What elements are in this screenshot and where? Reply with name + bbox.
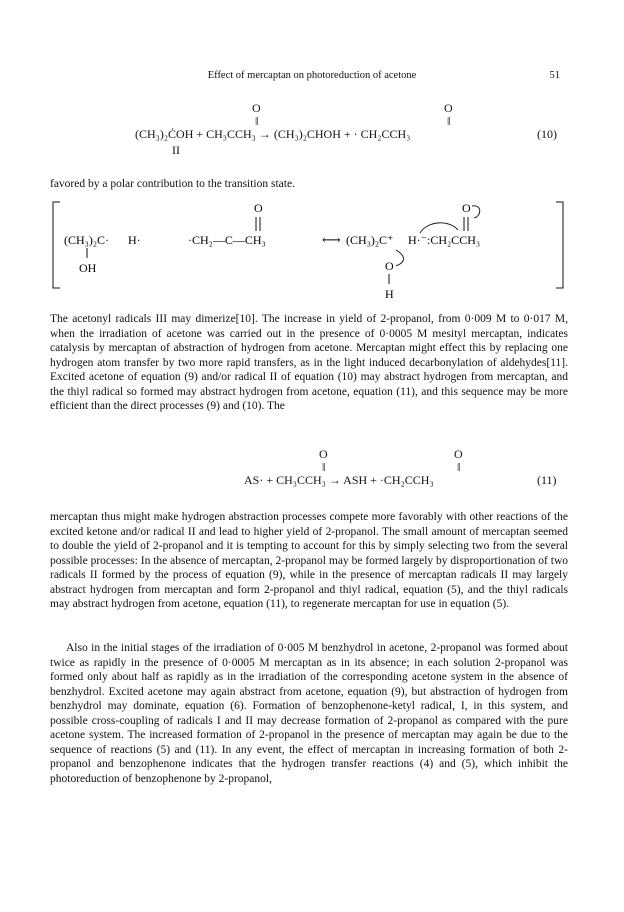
scheme-right-oxygen-top: O [462, 201, 471, 215]
eq10-oxygen-left: O [252, 101, 261, 115]
scheme-left-oh: OH [79, 261, 97, 275]
scheme-right-cation: (CH₃)₂C⁺ [346, 233, 394, 247]
paragraph-also: Also in the initial stages of the irradiation of 0·005 M benzhydrol in acetone, 2-propanol was formed about twice as rapidly in the presence of 0·0005 M mercaptan as in its absence; in each solution 2-propanol was formed only about half as rapidly as in the irradiation of the corresponding acetone system in the absence of benzhydrol. Excited acetone may again abstract from acetone, equation (9), but abstraction of hydrogen from benzhydrol may dominate, equation (6). Formation of benzophenone-ketyl radical, I, in this system, and possible cross-coupling of radicals I and II may decrease formation of 2-propanol as compared with the pure acetone system. The increased formation of 2-propanol in the presence of mercaptan may again be due to the sequence of reactions (5) and (11). In any event, the effect of mercaptan in increasing formation of both 2-propanol and benzophenone indicates that the hydrogen transfer reactions (4) and (5), which inhibit the photoreduction of benzophenone by 2-propanol, [50, 642, 568, 785]
eq11-double-bond-left: ‖ [322, 460, 326, 474]
scheme-h-dot: H· [128, 233, 141, 247]
eq10-radical-label: II [172, 143, 180, 157]
curved-arrow-bottom [396, 250, 404, 266]
eq11-double-bond-right: ‖ [457, 460, 461, 474]
scheme-left-group: (CH₃)₂C· [64, 233, 110, 247]
eq10-double-bond-right: ‖ [447, 114, 451, 128]
eq11-number: (11) [537, 473, 557, 487]
running-header: Effect of mercaptan on photoreduction of acetone [207, 70, 417, 81]
eq11-oxygen-right: O [454, 447, 463, 461]
eq11-expression: AS· + CH₃CCH₃ → ASH + ·CH₂CCH₃ [244, 473, 434, 487]
scheme-resonance-arrow: ⟷ [322, 232, 341, 247]
eq10-double-bond-left: ‖ [255, 114, 259, 128]
eq11-oxygen-left: O [319, 447, 328, 461]
right-bracket [556, 202, 563, 288]
scheme-right-anion: H·⁻:CH₂CCH₃ [408, 233, 481, 247]
eq10-expression: (CH₃)₂ĊOH + CH₃CCH₃ → (CH₃)₂CHOH + · CH₂CCH₃ [135, 127, 411, 141]
paragraph-acetonyl: The acetonyl radicals III may dimerize[10]. The increase in yield of 2-propanol, from 0·009 M to 0·017 M, when the irradiation of acetone was carried out in the presence of 0·0005 M mesityl mercaptan, indicates catalysis by mercaptan of abstraction of hydrogen from acetone. Mercaptan might effect this by replacing one hydrogen atom transfer by two more rapid transfers, as in the light induced decarbonylation of aldehydes[11]. Excited acetone of equation (9) and/or radical II of equation (10) may abstract hydrogen from mercaptan, and the thiyl radical so formed may abstract hydrogen from acetone, equation (11), and this sequence may be more efficient than the direct processes (9) and (10). The [50, 313, 568, 412]
scheme-center-chain: ·CH₂—C—CH₃ [188, 233, 266, 247]
curved-arrow-top [472, 206, 480, 218]
scheme-center-oxygen: O [254, 201, 263, 215]
paragraph-favored: favored by a polar contribution to the transition state. [50, 178, 295, 190]
scheme-right-oxygen-bottom: O [385, 259, 394, 273]
left-bracket [53, 202, 60, 288]
paragraph-mercaptan: mercaptan thus might make hydrogen abstraction processes compete more favorably with other reactions of the excited ketone and/or radical II and lead to higher yield of 2-propanol. The small amount of mercaptan seemed to double the yield of 2-propanol and it is tempting to account for this by simply selecting two from the several possible processes: In the absence of mercaptan, 2-propanol may be formed largely by disproportionation of two radicals II formed by the process of equation (9), while in the presence of mercaptan radicals II may largely abstract hydrogen from mercaptan and form 2-propanol and thiyl radical, equation (5), and the thiyl radicals may abstract hydrogen from acetone, equation (11), to regenerate mercaptan for use in equation (5). [50, 511, 568, 610]
transition-state-scheme [48, 200, 578, 306]
eq10-number: (10) [537, 127, 557, 141]
page-number: 51 [549, 70, 560, 81]
curved-arrow-middle [420, 223, 458, 233]
scheme-right-h: H [385, 287, 394, 301]
eq10-oxygen-right: O [444, 101, 453, 115]
